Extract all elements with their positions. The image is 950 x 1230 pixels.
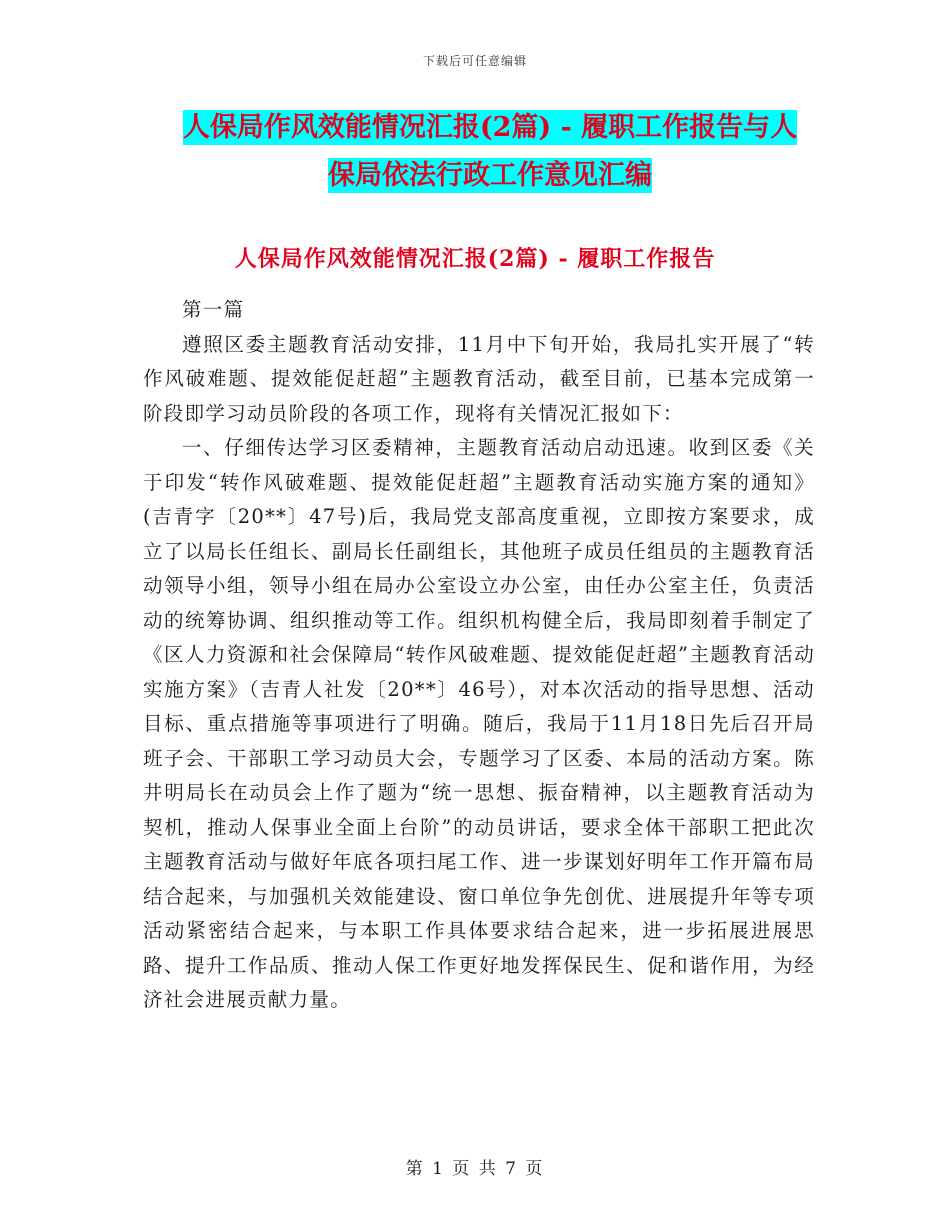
main-title — [140, 104, 840, 200]
page-header-note: 下载后可任意编辑 — [422, 54, 527, 68]
main-title-line1: 人保局作风效能情况汇报(2篇) - 履职工作报告与人 — [182, 112, 798, 143]
main-title-line2: 保局依法行政工作意见汇编 — [328, 160, 652, 191]
paragraph: 遵照区委主题教育活动安排，11月中下旬开始，我局扎实开展了“转作风破难题、提效能促赶超”主题教育活动，截至目前，已基本完成第一阶段即学习动员阶段的各项工作，现将有关情况汇报如下： — [143, 332, 815, 425]
document-body — [143, 293, 815, 1018]
section-title: 人保局作风效能情况汇报(2篇) - 履职工作报告 — [234, 246, 716, 272]
paragraph-heading: 第一篇 — [182, 298, 245, 321]
page-footer: 第 1 页 共 7 页 — [405, 1159, 545, 1179]
paragraph: 一、仔细传达学习区委精神，主题教育活动启动迅速。收到区委《关于印发“转作风破难题、提效能促赶超”主题教育活动实施方案的通知》(吉青字〔20**〕47号)后，我局党支部高度重视，立即按方案要求，成立了以局长任组长、副局长任副组长，其他班子成员任组员的主题教育活动领导小组，领导小组在局办公室设立办公室，由任办公室主任，负责活动的统筹协调、组织推动等工作。组织机构健全后，我局即刻着手制定了《区人力资源和社会保障局“转作风破难题、提效能促赶超”主题教育活动实施方案》（吉青人社发〔20**〕46号），对本次活动的指导思想、活动目标、重点措施等事项进行了明确。随后，我局于11月18日先后召开局班子会、干部职工学习动员大会，专题学习了区委、本局的活动方案。陈井明局长在动员会上作了题为“统一思想、振奋精神，以主题教育活动为契机，推动人保事业全面上台阶”的动员讲话，要求全体干部职工把此次主题教育活动与做好年底各项扫尾工作、进一步谋划好明年工作开篇布局结合起来，与加强机关效能建设、窗口单位争先创优、进展提升年等专项活动紧密结合起来，与本职工作具体要求结合起来，进一步拓展进展思路、提升工作品质、推动人保工作更好地发挥保民生、促和谐作用，为经济社会进展贡献力量。 — [143, 436, 815, 1011]
